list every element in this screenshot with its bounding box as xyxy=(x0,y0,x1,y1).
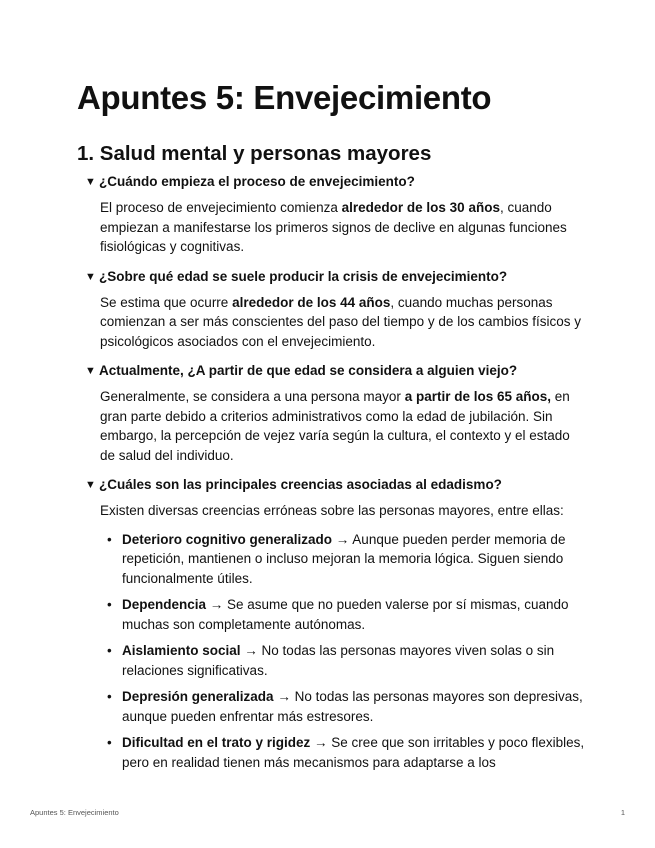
belief-description: → Se cree que son irritables y poco flexibles, pero en realidad tienen más mecanismos para adaptarse a los xyxy=(122,735,585,770)
toggle-summary[interactable] xyxy=(85,172,585,192)
toggle-body xyxy=(85,287,585,352)
answer-text: Se estima que ocurre xyxy=(100,294,233,310)
section-heading: 1. Salud mental y personas mayores xyxy=(77,142,432,165)
answer-paragraph xyxy=(100,293,585,352)
answer-paragraph xyxy=(100,387,585,465)
list-item xyxy=(100,530,585,589)
list-item xyxy=(100,641,585,680)
belief-description: → Se asume que no pueden valerse por sí mismas, cuando muchas son completamente autónomas. xyxy=(122,597,569,632)
toggle-list xyxy=(85,172,585,782)
intro-paragraph: Existen diversas creencias erróneas sobre las personas mayores, entre ellas: xyxy=(100,503,564,518)
belief-description: → No todas las personas mayores son depresivas, aunque pueden enfrentar más estresores. xyxy=(122,689,583,724)
bullet-icon: • xyxy=(107,531,112,547)
answer-text: El proceso de envejecimiento comienza xyxy=(100,200,342,215)
triangle-down-icon[interactable]: ▼ xyxy=(85,270,96,283)
triangle-down-icon[interactable]: ▼ xyxy=(85,479,96,491)
list-item xyxy=(100,687,585,726)
footer-document-title: Apuntes 5: Envejecimiento xyxy=(30,808,119,817)
list-item xyxy=(100,733,585,772)
toggle-block xyxy=(85,361,585,465)
answer-highlight: a partir de los 65 años, xyxy=(404,389,551,404)
toggle-summary[interactable] xyxy=(85,361,585,381)
answer-text: en gran parte debido a criterios administrativos como la edad de jubilación. Sin embargo, la percepción de vejez varía según la cultura, el contexto y el estado de salud del individuo. xyxy=(100,389,570,463)
triangle-down-icon[interactable]: ▼ xyxy=(85,365,96,377)
answer-highlight: alrededor de los 30 años xyxy=(341,200,500,215)
bullet-icon: • xyxy=(107,689,112,704)
list-item-text xyxy=(122,641,585,680)
bullet-icon: • xyxy=(107,643,112,658)
belief-description: → No todas las personas mayores viven solas o sin relaciones significativas. xyxy=(122,643,555,678)
toggle-summary[interactable] xyxy=(85,267,585,287)
list-item-text xyxy=(122,595,585,634)
list-item-text xyxy=(122,733,585,772)
toggle-body xyxy=(85,381,585,465)
toggle-block xyxy=(85,475,585,772)
toggle-body xyxy=(85,495,585,772)
list-item xyxy=(100,595,585,634)
bullet-icon: • xyxy=(107,735,112,750)
bullet-icon: • xyxy=(107,597,112,612)
list-item-text xyxy=(122,530,585,589)
toggle-question: Actualmente, ¿A partir de que edad se considera a alguien viejo? xyxy=(99,363,518,378)
belief-term: Depresión generalizada xyxy=(122,689,274,704)
toggle-body xyxy=(85,192,585,257)
page-title: Apuntes 5: Envejecimiento xyxy=(77,79,492,116)
belief-list xyxy=(100,530,585,773)
answer-text: , cuando empiezan a manifestarse los primeros signos de declive en algunas funciones fisiológicas y cognitivas. xyxy=(100,200,567,254)
belief-description: → Aunque pueden perder memoria de repetición, mantienen o incluso mejoran la memoria lógica. Siguen siendo funcionalmente útiles. xyxy=(122,531,566,586)
belief-term: Aislamiento social xyxy=(122,643,241,658)
toggle-summary[interactable] xyxy=(85,475,585,495)
answer-highlight: alrededor de los 44 años xyxy=(232,294,391,310)
toggle-question: ¿Cuáles son las principales creencias asociadas al edadismo? xyxy=(99,477,502,492)
list-item-text xyxy=(122,687,585,726)
belief-term: Deterioro cognitivo generalizado xyxy=(122,531,333,547)
belief-term: Dificultad en el trato y rigidez xyxy=(122,735,311,750)
toggle-question: ¿Sobre qué edad se suele producir la crisis de envejecimiento? xyxy=(99,268,508,284)
toggle-block xyxy=(85,267,585,352)
belief-term: Dependencia xyxy=(122,597,207,612)
page-number: 1 xyxy=(620,808,625,817)
answer-paragraph xyxy=(100,198,585,257)
triangle-down-icon[interactable]: ▼ xyxy=(85,176,96,188)
toggle-question: ¿Cuándo empieza el proceso de envejecimiento? xyxy=(99,174,415,189)
toggle-block xyxy=(85,172,585,257)
answer-text: Generalmente, se considera a una persona mayor xyxy=(100,389,405,404)
answer-text: , cuando muchas personas comienzan a ser más conscientes del paso del tiempo y de los cambios físicos y psicológicos asociados con el envejecimiento. xyxy=(100,294,581,349)
